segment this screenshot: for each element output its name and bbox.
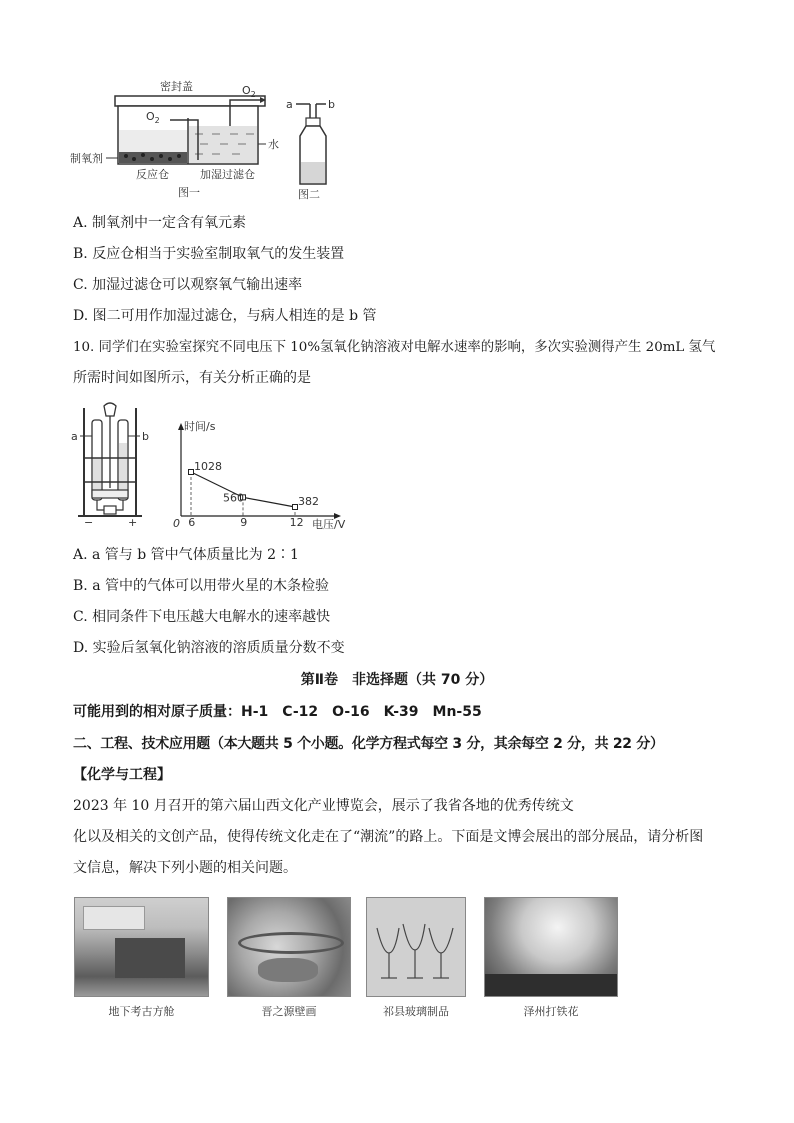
- data-label: 1028: [194, 460, 222, 473]
- plus-sign: +: [128, 516, 138, 528]
- q10-option-a: A. a 管与 b 管中气体质量比为 2∶1: [73, 547, 299, 563]
- intro-line3: 文信息，解决下列小题的相关问题。: [73, 860, 297, 876]
- apparatus-b-label: b: [142, 430, 149, 443]
- tube-a-label: a: [286, 98, 293, 111]
- photo-caption-3: 祁县玻璃制品: [383, 1005, 449, 1018]
- q9-option-a: A. 制氧剂中一定含有氧元素: [73, 215, 247, 231]
- oxygen-generator-figure: [60, 78, 360, 203]
- minus-sign: −: [84, 516, 94, 528]
- y-axis-label: 时间/s: [184, 420, 216, 433]
- electrolysis-time-chart: [168, 420, 353, 532]
- q10-option-c: C. 相同条件下电压越大电解水的速率越快: [73, 609, 331, 625]
- photo-caption-2: 晋之源壁画: [261, 1005, 317, 1018]
- part-heading: 二、工程、技术应用题（本大题共 5 个小题。化学方程式每空 3 分，其余每空 2 分，共 22 分）: [73, 736, 664, 752]
- data-point: [189, 470, 194, 475]
- photo-zezhou-iron-flowers: [484, 897, 618, 997]
- water-label: 水: [268, 138, 279, 151]
- origin-label: 0: [173, 517, 180, 530]
- photo-jin-mural: [227, 897, 351, 997]
- agent-label: 制氧剂: [70, 152, 103, 165]
- o2-inner-label: $O_2$: [146, 110, 160, 125]
- atomic-masses: 可能用到的相对原子质量：H-1 C-12 O-16 K-39 Mn-55: [73, 704, 482, 720]
- q10-option-b: B. a 管中的气体可以用带火星的木条检验: [73, 578, 329, 594]
- data-label: 560: [223, 491, 244, 505]
- intro-line2: 化以及相关的文创产品，使得传统文化走在了“潮流”的路上。下面是文博会展出的部分展品，请分析图: [73, 829, 704, 845]
- x-axis-label: 电压/V: [312, 518, 346, 531]
- q9-option-d: D. 图二可用作加湿过滤仓，与病人相连的是 b 管: [73, 308, 377, 324]
- filter-chamber-label: 加湿过滤仓: [200, 168, 255, 181]
- q9-option-b: B. 反应仓相当于实验室制取氧气的发生装置: [73, 246, 345, 262]
- photo-archaeology-cabin: [74, 897, 209, 997]
- photo-qixian-glassware: [366, 897, 466, 997]
- o2-out-label: $O_2$: [242, 84, 256, 99]
- intro-line1: 2023 年 10 月召开的第六届山西文化产业博览会，展示了我省各地的优秀传统文: [73, 798, 574, 814]
- photo-caption-4: 泽州打铁花: [523, 1005, 579, 1018]
- q10-stem-line2: 所需时间如图所示，有关分析正确的是: [73, 370, 311, 386]
- q9-option-c: C. 加湿过滤仓可以观察氧气输出速率: [73, 277, 303, 293]
- topic-tag: 【化学与工程】: [73, 767, 171, 783]
- x-tick-label: 6: [188, 516, 196, 529]
- apparatus-a-label: a: [71, 430, 78, 443]
- photo-caption-1: 地下考古方舱: [108, 1005, 175, 1018]
- tube-b-label: b: [328, 98, 335, 111]
- data-point: [293, 505, 298, 510]
- section-title: 第Ⅱ卷 非选择题（共 70 分）: [300, 672, 494, 688]
- figure1-caption: 图一: [178, 186, 200, 199]
- electrolysis-apparatus: [70, 398, 160, 528]
- figure2-caption: 图二: [298, 188, 320, 201]
- x-tick-label: 12: [289, 516, 304, 529]
- q10-stem-line1: 10. 同学们在实验室探究不同电压下 10%氢氧化钠溶液对电解水速率的影响，多次实验测得产生 20mL 氢气: [73, 340, 716, 355]
- q10-option-d: D. 实验后氢氧化钠溶液的溶质质量分数不变: [73, 640, 345, 656]
- reaction-chamber-label: 反应仓: [136, 168, 169, 181]
- x-tick-label: 9: [240, 516, 248, 529]
- lid-label: 密封盖: [160, 80, 193, 93]
- data-label: 382: [298, 495, 319, 508]
